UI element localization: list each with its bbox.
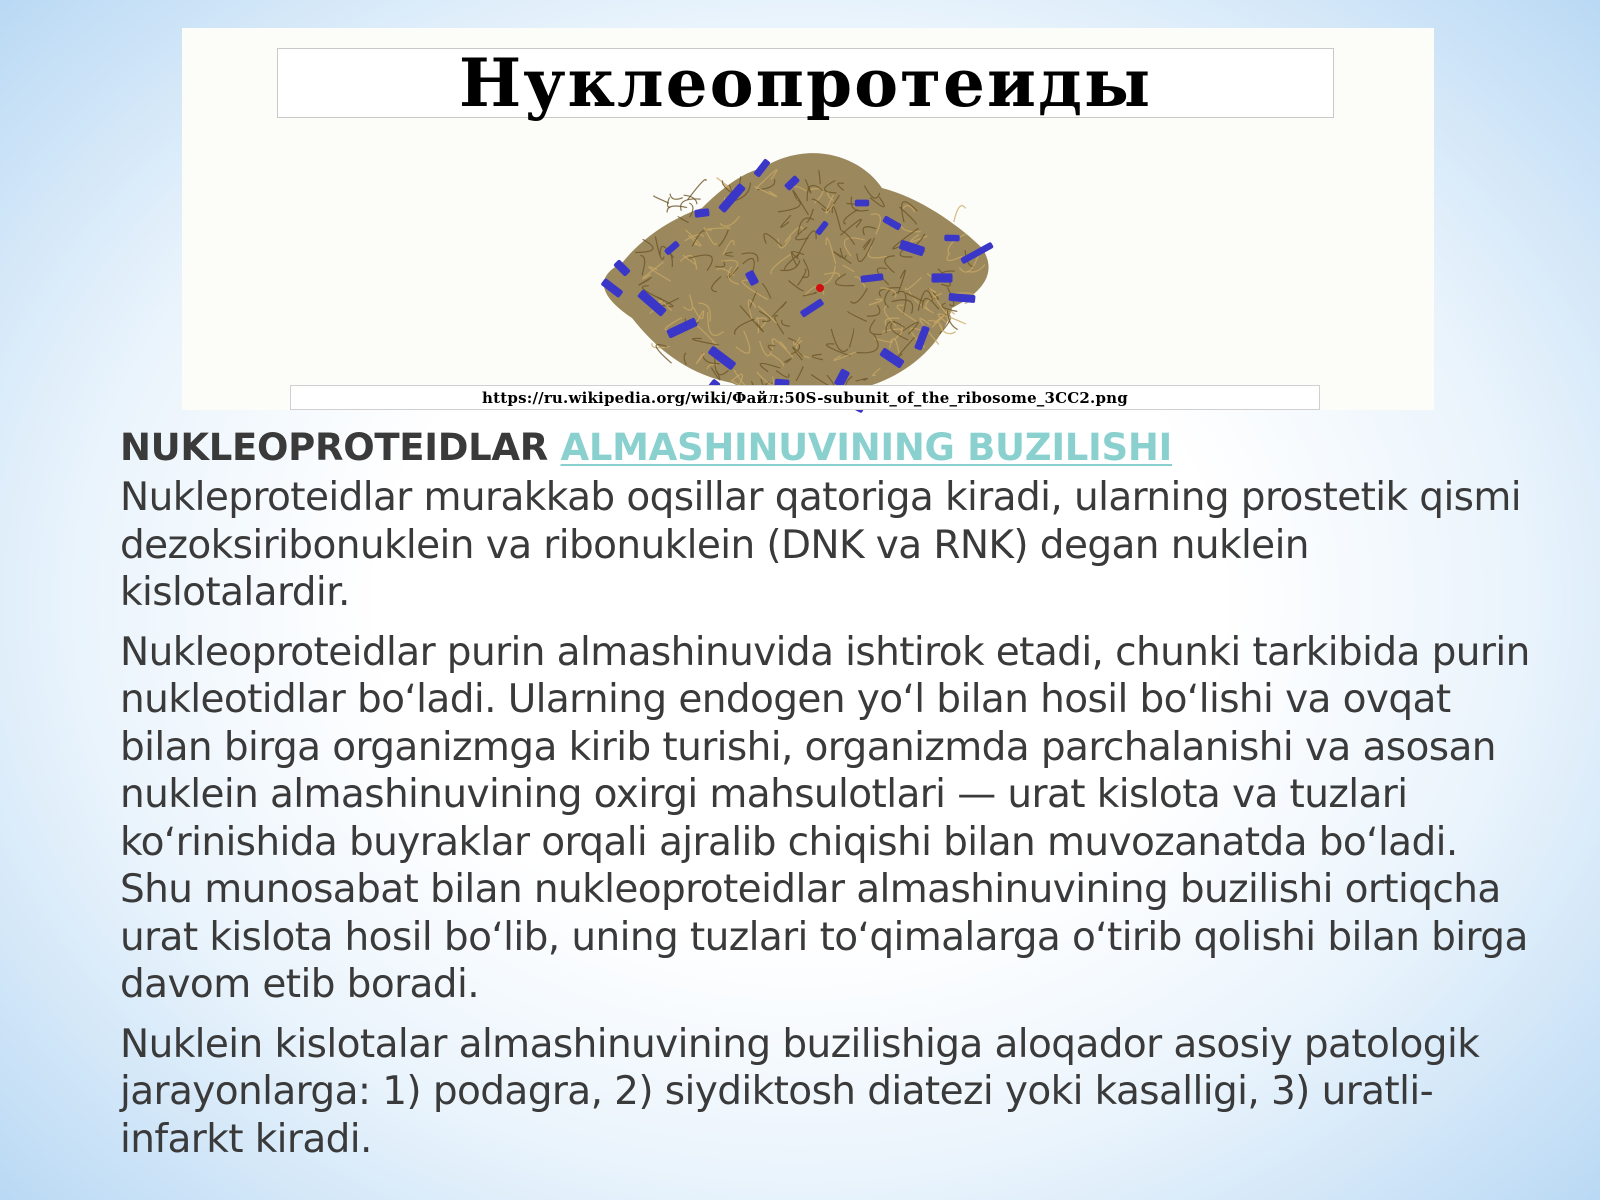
paragraph-intro: Nukleproteidlar murakkab oqsillar qatoriga kiradi, ularning prostetik qismi dezoksiribonuklein va ribonuklein (DNK va RNK) degan nuklein kislotalardir. (120, 475, 1522, 615)
heading-link[interactable]: ALMASHINUVINING BUZILISHI (560, 426, 1173, 469)
figure-title-box (277, 44, 1334, 122)
heading-text: NUKLEOPROTEIDLAR (120, 426, 561, 469)
section-heading (120, 422, 1540, 474)
paragraph-pathologies: Nuklein kislotalar almashinuvining buzilishiga aloqador asosiy patologik jarayonlarga: 1) podagra, 2) siydiktosh diatezi yoki kasalligi, 3) uratli-infarkt kiradi. (120, 1021, 1480, 1162)
figure-caption: https://ru.wikipedia.org/wiki/Файл:50S-subunit_of_the_ribosome_3CC2.png (482, 388, 1128, 407)
figure-title: Нуклеопротеиды (458, 44, 1153, 122)
paragraph-purine-metabolism: Nukleoproteidlar purin almashinuvida ishtirok etadi, chunki tarkibida purin nukleotidlar boʻladi. Ularning endogen yoʻl bilan hosil boʻlishi va ovqat bilan birga organizmga kirib turishi, organizmda parchalanishi va asosan nuklein almashinuvining oxirgi mahsulotlari — urat kislota va tuzlari koʻrinishida buyraklar orqali ajralib chiqishi bilan muvozanatda boʻladi. Shu munosabat bilan nukleoproteidlar almashinuvining buzilishi ortiqcha urat kislota hosil boʻlib, uning tuzlari toʻqimalarga oʻtirib qolishi bilan birga davom etib boradi. (120, 629, 1530, 1007)
ribosome-image (562, 128, 1042, 413)
figure-caption-box (290, 385, 1320, 410)
figure-panel (182, 28, 1434, 410)
slide-body (120, 422, 1540, 1175)
